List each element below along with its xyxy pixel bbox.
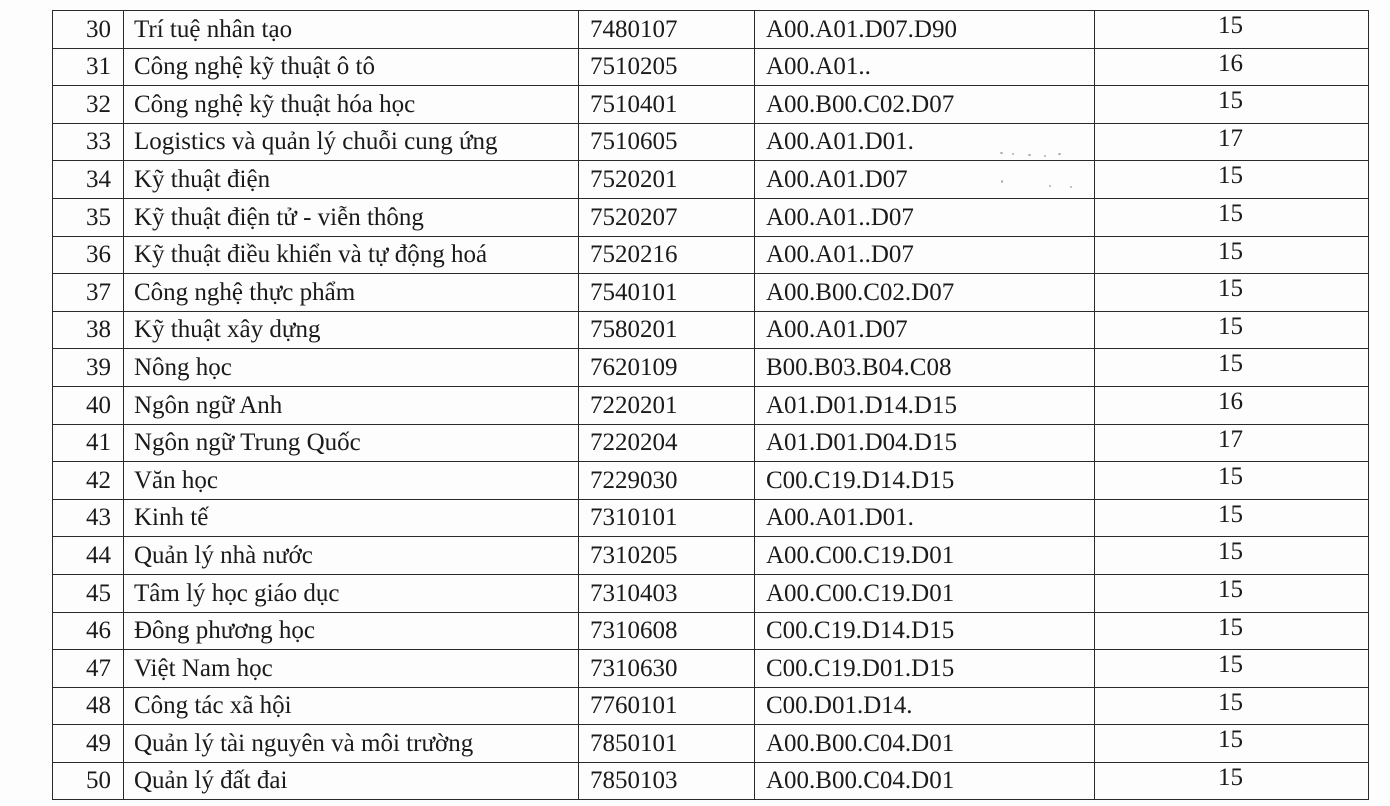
major-name-cell: Việt Nam học — [124, 650, 579, 688]
table-body — [53, 11, 1369, 800]
row-number-cell: 42 — [53, 462, 124, 500]
subject-combination-cell: A01.D01.D04.D15 — [755, 424, 1095, 462]
scan-speck — [1058, 153, 1061, 155]
benchmark-score-cell: 17 — [1095, 424, 1369, 462]
row-number-cell: 40 — [53, 386, 124, 424]
table-row — [53, 725, 1369, 763]
major-name-cell: Quản lý nhà nước — [124, 537, 579, 575]
major-name-cell: Kỹ thuật điện — [124, 161, 579, 199]
major-code-cell: 7540101 — [579, 274, 755, 312]
major-name-cell: Ngôn ngữ Anh — [124, 386, 579, 424]
benchmark-score-cell: 15 — [1095, 650, 1369, 688]
table-row — [53, 236, 1369, 274]
major-code-cell: 7510401 — [579, 86, 755, 124]
major-code-cell: 7520201 — [579, 161, 755, 199]
table-row — [53, 274, 1369, 312]
scan-speck — [1044, 155, 1046, 157]
table-row — [53, 86, 1369, 124]
major-code-cell: 7850101 — [579, 725, 755, 763]
table-row — [53, 650, 1369, 688]
row-number-cell: 47 — [53, 650, 124, 688]
benchmark-score-cell: 15 — [1095, 274, 1369, 312]
scan-speck — [1049, 185, 1051, 187]
major-code-cell: 7310608 — [579, 612, 755, 650]
benchmark-score-cell: 16 — [1095, 48, 1369, 86]
row-number-cell: 44 — [53, 537, 124, 575]
scan-speck — [1001, 180, 1003, 183]
major-name-cell: Quản lý tài nguyên và môi trường — [124, 725, 579, 763]
major-name-cell: Nông học — [124, 349, 579, 387]
benchmark-score-cell: 15 — [1095, 725, 1369, 763]
table-row — [53, 349, 1369, 387]
table-row — [53, 11, 1369, 49]
row-number-cell: 30 — [53, 11, 124, 49]
major-code-cell: 7580201 — [579, 311, 755, 349]
major-code-cell: 7310101 — [579, 499, 755, 537]
major-code-cell: 7510605 — [579, 123, 755, 161]
benchmark-score-cell: 15 — [1095, 537, 1369, 575]
table-row — [53, 123, 1369, 161]
benchmark-score-cell: 15 — [1095, 311, 1369, 349]
row-number-cell: 36 — [53, 236, 124, 274]
major-code-cell: 7220204 — [579, 424, 755, 462]
major-name-cell: Trí tuệ nhân tạo — [124, 11, 579, 49]
benchmark-score-cell: 15 — [1095, 349, 1369, 387]
table-row — [53, 386, 1369, 424]
major-name-cell: Đông phương học — [124, 612, 579, 650]
benchmark-score-cell: 16 — [1095, 386, 1369, 424]
table-row — [53, 198, 1369, 236]
row-number-cell: 46 — [53, 612, 124, 650]
row-number-cell: 49 — [53, 725, 124, 763]
subject-combination-cell: C00.C19.D01.D15 — [755, 650, 1095, 688]
major-name-cell: Công nghệ thực phẩm — [124, 274, 579, 312]
scan-speck — [1000, 152, 1003, 154]
major-code-cell: 7520216 — [579, 236, 755, 274]
benchmark-score-cell: 15 — [1095, 236, 1369, 274]
table-row — [53, 537, 1369, 575]
table-row — [53, 762, 1369, 800]
major-code-cell: 7620109 — [579, 349, 755, 387]
subject-combination-cell: A00.A01.D07 — [755, 311, 1095, 349]
row-number-cell: 33 — [53, 123, 124, 161]
benchmark-score-cell: 15 — [1095, 612, 1369, 650]
major-name-cell: Logistics và quản lý chuỗi cung ứng — [124, 123, 579, 161]
major-name-cell: Kỹ thuật điện tử - viễn thông — [124, 198, 579, 236]
subject-combination-cell: C00.D01.D14. — [755, 687, 1095, 725]
subject-combination-cell: A00.A01.D07 — [755, 161, 1095, 199]
subject-combination-cell: A00.A01.D01. — [755, 123, 1095, 161]
major-name-cell: Công tác xã hội — [124, 687, 579, 725]
subject-combination-cell: A00.A01.D07.D90 — [755, 11, 1095, 49]
major-name-cell: Ngôn ngữ Trung Quốc — [124, 424, 579, 462]
benchmark-score-cell: 15 — [1095, 462, 1369, 500]
row-number-cell: 48 — [53, 687, 124, 725]
benchmark-score-cell: 15 — [1095, 198, 1369, 236]
row-number-cell: 38 — [53, 311, 124, 349]
scan-speck — [1070, 186, 1072, 188]
major-name-cell: Quản lý đất đai — [124, 762, 579, 800]
benchmark-score-cell: 15 — [1095, 161, 1369, 199]
row-number-cell: 41 — [53, 424, 124, 462]
subject-combination-cell: A00.A01..D07 — [755, 198, 1095, 236]
table-row — [53, 424, 1369, 462]
table-row — [53, 499, 1369, 537]
major-code-cell: 7510205 — [579, 48, 755, 86]
major-code-cell: 7310205 — [579, 537, 755, 575]
major-code-cell: 7310403 — [579, 574, 755, 612]
benchmark-score-cell: 15 — [1095, 11, 1369, 49]
subject-combination-cell: A00.C00.C19.D01 — [755, 574, 1095, 612]
table-row — [53, 462, 1369, 500]
table-row — [53, 687, 1369, 725]
table-row — [53, 311, 1369, 349]
major-name-cell: Tâm lý học giáo dục — [124, 574, 579, 612]
major-code-cell: 7850103 — [579, 762, 755, 800]
admission-score-table — [52, 10, 1369, 800]
subject-combination-cell: A00.B00.C04.D01 — [755, 725, 1095, 763]
benchmark-score-cell: 17 — [1095, 123, 1369, 161]
major-name-cell: Văn học — [124, 462, 579, 500]
major-code-cell: 7480107 — [579, 11, 755, 49]
row-number-cell: 43 — [53, 499, 124, 537]
row-number-cell: 32 — [53, 86, 124, 124]
row-number-cell: 39 — [53, 349, 124, 387]
subject-combination-cell: B00.B03.B04.C08 — [755, 349, 1095, 387]
major-name-cell: Kỹ thuật xây dựng — [124, 311, 579, 349]
benchmark-score-cell: 15 — [1095, 574, 1369, 612]
major-code-cell: 7220201 — [579, 386, 755, 424]
subject-combination-cell: A00.C00.C19.D01 — [755, 537, 1095, 575]
row-number-cell: 35 — [53, 198, 124, 236]
subject-combination-cell: A00.A01.. — [755, 48, 1095, 86]
benchmark-score-cell: 15 — [1095, 86, 1369, 124]
table-row — [53, 612, 1369, 650]
scan-speck — [1012, 153, 1014, 155]
subject-combination-cell: A00.B00.C02.D07 — [755, 274, 1095, 312]
table-row — [53, 48, 1369, 86]
benchmark-score-cell: 15 — [1095, 499, 1369, 537]
row-number-cell: 50 — [53, 762, 124, 800]
row-number-cell: 45 — [53, 574, 124, 612]
major-name-cell: Công nghệ kỹ thuật ô tô — [124, 48, 579, 86]
major-code-cell: 7760101 — [579, 687, 755, 725]
subject-combination-cell: A00.A01..D07 — [755, 236, 1095, 274]
scan-speck — [1028, 154, 1031, 156]
major-name-cell: Kinh tế — [124, 499, 579, 537]
row-number-cell: 37 — [53, 274, 124, 312]
benchmark-score-cell: 15 — [1095, 762, 1369, 800]
major-name-cell: Kỹ thuật điều khiển và tự động hoá — [124, 236, 579, 274]
subject-combination-cell: C00.C19.D14.D15 — [755, 462, 1095, 500]
subject-combination-cell: A01.D01.D14.D15 — [755, 386, 1095, 424]
benchmark-score-cell: 15 — [1095, 687, 1369, 725]
major-code-cell: 7520207 — [579, 198, 755, 236]
major-code-cell: 7310630 — [579, 650, 755, 688]
row-number-cell: 31 — [53, 48, 124, 86]
subject-combination-cell: A00.B00.C04.D01 — [755, 762, 1095, 800]
major-name-cell: Công nghệ kỹ thuật hóa học — [124, 86, 579, 124]
subject-combination-cell: A00.A01.D01. — [755, 499, 1095, 537]
table-row — [53, 574, 1369, 612]
row-number-cell: 34 — [53, 161, 124, 199]
subject-combination-cell: A00.B00.C02.D07 — [755, 86, 1095, 124]
subject-combination-cell: C00.C19.D14.D15 — [755, 612, 1095, 650]
table-row — [53, 161, 1369, 199]
major-code-cell: 7229030 — [579, 462, 755, 500]
